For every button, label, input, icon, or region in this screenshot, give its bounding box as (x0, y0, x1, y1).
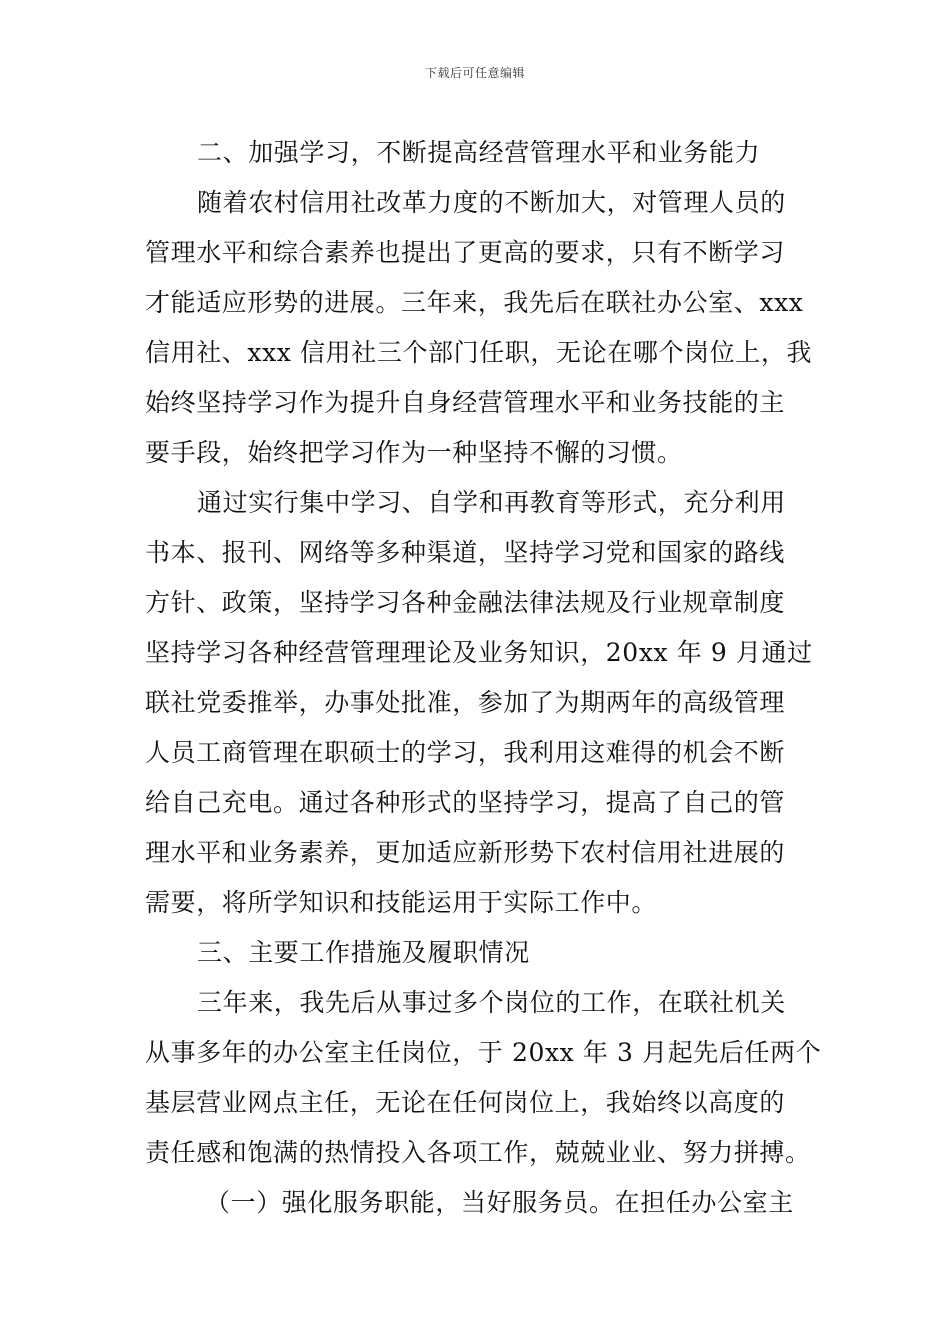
paragraph-line: 需要，将所学知识和技能运用于实际工作中。 (145, 888, 658, 917)
paragraph-line: 给自己充电。通过各种形式的坚持学习，提高了自己的管 (145, 788, 786, 817)
paragraph-line: 从事多年的办公室主任岗位，于 20xx 年 3 月起先后任两个 (145, 1038, 822, 1067)
paragraph-line: 责任感和饱满的热情投入各项工作，兢兢业业、努力拼搏。 (145, 1138, 811, 1167)
paragraph-line: 随着农村信用社改革力度的不断加大，对管理人员的 (197, 188, 786, 217)
paragraph-line: 三年来，我先后从事过多个岗位的工作，在联社机关 (197, 988, 786, 1017)
download-note: 下载后可任意编辑 (424, 66, 525, 80)
paragraph-line: 信用社、xxx 信用社三个部门任职，无论在哪个岗位上，我 (145, 338, 813, 367)
paragraph-line: 书本、报刊、网络等多种渠道，坚持学习党和国家的路线 (145, 538, 786, 567)
paragraph-line: 坚持学习各种经营管理理论及业务知识，20xx 年 9 月通过 (145, 638, 813, 667)
paragraph-line: 人员工商管理在职硕士的学习，我利用这难得的机会不断 (145, 738, 786, 767)
section-heading-3: 三、主要工作措施及履职情况 (197, 938, 530, 967)
paragraph-line: 要手段，始终把学习作为一种坚持不懈的习惯。 (145, 438, 683, 467)
document-body (145, 128, 822, 1228)
paragraph-line: 基层营业网点主任，无论在任何岗位上，我始终以高度的 (145, 1088, 786, 1117)
paragraph-line: 理水平和业务素养，更加适应新形势下农村信用社进展的 (145, 838, 786, 867)
section-heading-2: 二、加强学习，不断提高经营管理水平和业务能力 (197, 138, 761, 167)
subsection-line: （一）强化服务职能，当好服务员。在担任办公室主 (205, 1188, 794, 1217)
paragraph-line: 方针、政策，坚持学习各种金融法律法规及行业规章制度 (145, 588, 786, 617)
paragraph-line: 始终坚持学习作为提升自身经营管理水平和业务技能的主 (145, 388, 786, 417)
paragraph-line: 才能适应形势的进展。三年来，我先后在联社办公室、xxx (145, 288, 804, 317)
paragraph-line: 通过实行集中学习、自学和再教育等形式，充分利用 (197, 488, 786, 517)
paragraph-line: 联社党委推举，办事处批准，参加了为期两年的高级管理 (145, 688, 786, 717)
paragraph-line: 管理水平和综合素养也提出了更高的要求，只有不断学习 (145, 238, 786, 267)
